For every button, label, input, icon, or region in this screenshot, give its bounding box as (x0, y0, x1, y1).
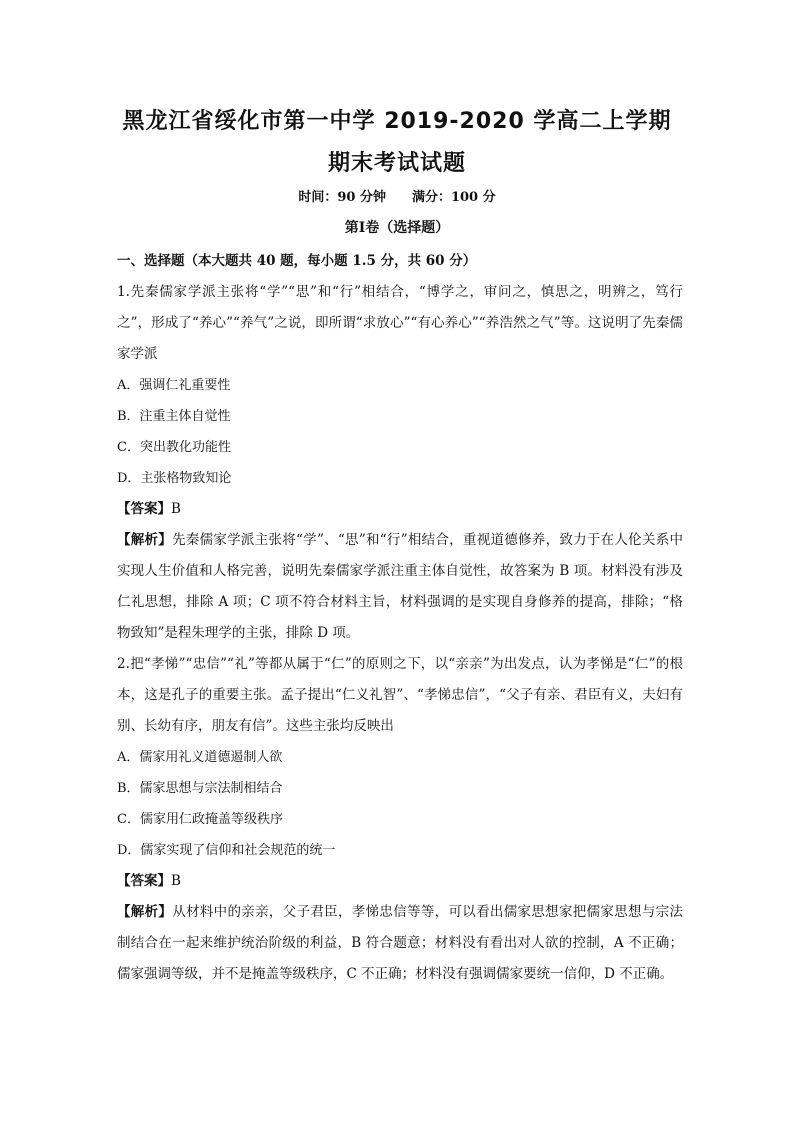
answer-value: B (171, 873, 181, 889)
question-1-answer (117, 494, 683, 525)
question-1-stem: 1.先秦儒家学派主张将“学”“思”和“行”相结合，“博学之，审问之，慎思之，明辨之，笃行之”，形成了“养心”“养气”之说，即所谓“求放心”“有心养心”“养浩然之气”等。这说明了先秦儒家学派 (117, 284, 683, 362)
question-2-option-d: D．儒家实现了信仰和社会规范的统一 (117, 843, 336, 858)
question-1-option-a: A．强调仁礼重要性 (117, 378, 231, 393)
analysis-tag: 【解析】 (117, 532, 173, 548)
exam-score: 满分：100 分 (411, 190, 496, 205)
question-2-stem: 2.把“孝悌”“忠信”“礼”等都从属于“仁”的原则之下，以“亲亲”为出发点，认为孝悌是“仁”的根本，这是孔子的重要主张。孟子提出“仁义礼智”、“孝悌忠信”，“父子有亲、君臣有义，夫妇有别、长幼有序，朋友有信”。这些主张均反映出 (117, 656, 683, 734)
question-1-option-d: D．主张格物致知论 (117, 471, 232, 486)
question-1-analysis (117, 525, 683, 649)
section-heading: 一、选择题（本大题共 40 题，每小题 1.5 分，共 60 分） (117, 253, 477, 269)
question-2-analysis (117, 897, 683, 990)
exam-title-line1: 黑龙江省绥化市第一中学 2019-2020 学高二上学期 (122, 109, 672, 134)
question-2-option-a: A．儒家用礼义道德遏制人欲 (117, 750, 283, 765)
exam-title-line2: 期末考试试题 (327, 151, 466, 176)
answer-value: B (171, 501, 181, 517)
analysis-text: 从材料中的亲亲，父子君臣，孝悌忠信等等，可以看出儒家思想家把儒家思想与宗法制结合在一起来维护统治阶级的利益，B 符合题意；材料没有看出对人欲的控制，A 不正确；儒家强调等级，并不是掩盖等级秩序，C 不正确；材料没有强调儒家要统一信仰，D 不正确。 (117, 904, 683, 982)
exam-meta (0, 186, 794, 205)
volume-heading: 第Ⅰ卷（选择题） (344, 220, 450, 236)
answer-tag: 【答案】 (117, 501, 171, 517)
answer-tag: 【答案】 (117, 873, 171, 889)
exam-time: 时间：90 分钟 (298, 190, 386, 205)
questions-body (117, 246, 683, 990)
question-1-option-c: C．突出教化功能性 (117, 440, 231, 455)
question-2-answer (117, 866, 683, 897)
question-2-option-b: B．儒家思想与宗法制相结合 (117, 781, 283, 796)
question-1-option-b: B．注重主体自觉性 (117, 409, 231, 424)
analysis-tag: 【解析】 (117, 904, 173, 920)
question-2-option-c: C．儒家用仁政掩盖等级秩序 (117, 812, 283, 827)
analysis-text: 先秦儒家学派主张将“学”、“思”和“行”相结合，重视道德修养，致力于在人伦关系中实现人生价值和人格完善，说明先秦儒家学派注重主体自觉性，故答案为 B 项。材料没有涉及仁礼思想，排除 A 项；C 项不符合材料主旨，材料强调的是实现自身修养的提高，排除；“格物致知”是程朱理学的主张，排除 D 项。 (117, 532, 683, 641)
